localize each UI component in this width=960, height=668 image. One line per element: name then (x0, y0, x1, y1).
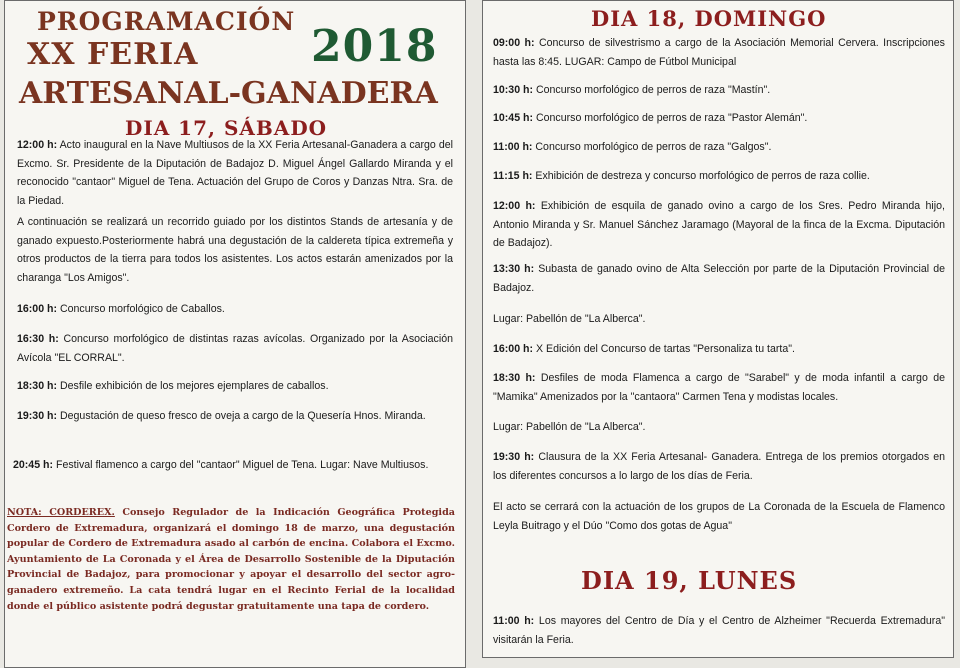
day18-item-6-time: 12:00 h: (493, 200, 536, 212)
day18-title: DIA 18, DOMINGO (591, 6, 827, 31)
day18-item-3-text: Concurso morfológico de perros de raza "Pastor Alemán". (536, 112, 808, 124)
day18-item-5-text: Exhibición de destreza y concurso morfológico de perros de raza collie. (535, 170, 870, 182)
day18-item-2 (493, 81, 945, 100)
day17-item-5-text: Desfile exhibición de los mejores ejemplares de caballos. (60, 380, 329, 392)
day17-item-3-text: Concurso morfológico de Caballos. (60, 303, 225, 315)
day18-item-2-text: Concurso morfológico de perros de raza "Mastín". (536, 84, 771, 96)
day18-item-12 (493, 448, 945, 485)
day18-item-12-time: 19:30 h: (493, 451, 535, 463)
day17-item-5-time: 18:30 h: (17, 380, 58, 392)
day17-item-7-text: Festival flamenco a cargo del "cantaor" Miguel de Tena. Lugar: Nave Multiusos. (56, 459, 429, 471)
program-right-panel (482, 0, 954, 658)
day17-title: DIA 17, SÁBADO (125, 116, 328, 140)
day18-item-6-text: Exhibición de esquila de ganado ovino a cargo de los Sres. Pedro Miranda hijo, Antonio Miranda y Sr. Manuel Sánchez Jaramago (Mayoral de la finca de la Excma. Diputación de Badajoz). (493, 200, 945, 249)
day17-item-7-time: 20:45 h: (13, 459, 54, 471)
day18-item-4-time: 11:00 h: (493, 141, 533, 153)
program-left-panel (4, 0, 466, 668)
day19-item-1-time: 11:00 h: (493, 615, 535, 627)
day17-item-5 (17, 377, 453, 396)
day18-item-9-time: 16:00 h: (493, 343, 534, 355)
day17-item-7 (13, 456, 453, 475)
day18-item-5 (493, 167, 945, 186)
day18-item-11-text: Lugar: Pabellón de "La Alberca". (493, 421, 646, 433)
day18-item-8-text: Lugar: Pabellón de "La Alberca". (493, 313, 646, 325)
corderex-note-label: NOTA: CORDEREX. (7, 507, 115, 518)
day18-item-7 (493, 260, 945, 297)
day17-item-4 (17, 330, 453, 367)
day18-item-3-time: 10:45 h: (493, 112, 534, 124)
day17-item-3 (17, 300, 453, 319)
header-year: 2018 (311, 21, 438, 72)
day17-item-1 (17, 136, 453, 210)
day18-item-13 (493, 498, 945, 535)
day17-item-1-time: 12:00 h: (17, 139, 58, 151)
day18-item-7-text: Subasta de ganado ovino de Alta Selección por parte de la Diputación Provincial de Badajoz. (493, 263, 945, 294)
header-artesanal-ganadera: ARTESANAL-GANADERA (19, 76, 438, 111)
day18-item-11 (493, 418, 945, 437)
day17-item-4-text: Concurso morfológico de distintas razas avícolas. Organizado por la Asociación Avícola "EL CORRAL". (17, 333, 453, 364)
day18-item-1 (493, 34, 945, 71)
day19-title: DIA 19, LUNES (581, 566, 798, 595)
day18-item-1-text: Concurso de silvestrismo a cargo de la Asociación Memorial Cervera. Inscripciones hasta las 8:45. LUGAR: Campo de Fútbol Municipal (493, 37, 945, 68)
day18-item-1-time: 09:00 h: (493, 37, 535, 49)
day17-item-3-time: 16:00 h: (17, 303, 58, 315)
day18-item-12-text: Clausura de la XX Feria Artesanal- Ganadera. Entrega de los premios otorgados en los diferentes concursos a lo largo de los días de Feria. (493, 451, 945, 482)
day18-item-3 (493, 109, 945, 128)
corderex-note (7, 505, 455, 614)
day18-item-13-text: El acto se cerrará con la actuación de los grupos de La Coronada de la Escuela de Flamenco Leyla Buitrago y el Dúo "Como dos gotas de Agua" (493, 501, 945, 532)
day19-item-1-text: Los mayores del Centro de Día y el Centro de Alzheimer "Recuerda Extremadura" visitarán la Feria. (493, 615, 945, 646)
day18-item-4-text: Concurso morfológico de perros de raza "Galgos". (535, 141, 772, 153)
day17-item-6-text: Degustación de queso fresco de oveja a cargo de la Quesería Hnos. Miranda. (60, 410, 426, 422)
day17-item-6-time: 19:30 h: (17, 410, 58, 422)
day18-item-6 (493, 197, 945, 253)
day18-item-9 (493, 340, 945, 359)
day18-item-2-time: 10:30 h: (493, 84, 534, 96)
day17-item-6 (17, 407, 453, 426)
day18-item-7-time: 13:30 h: (493, 263, 535, 275)
day18-item-4 (493, 138, 945, 157)
day17-item-4-time: 16:30 h: (17, 333, 59, 345)
day18-item-10 (493, 369, 945, 406)
day18-item-8 (493, 310, 945, 329)
day18-item-5-time: 11:15 h: (493, 170, 533, 182)
day17-item-1-text: Acto inaugural en la Nave Multiusos de la XX Feria Artesanal-Ganadera a cargo del Excmo. Sr. Presidente de la Diputación de Badajoz D. Miguel Ángel Gallardo Miranda y el reconocido "cantaor" Miguel de Tena. Actuación del Grupo de Coros y Danzas Ntra. Sra. de la Piedad. (17, 139, 453, 207)
header-programacion: PROGRAMACIÓN (37, 7, 296, 36)
day18-item-9-text: X Edición del Concurso de tartas "Personaliza tu tarta". (536, 343, 795, 355)
day17-item-2 (17, 213, 453, 287)
day18-item-10-time: 18:30 h: (493, 372, 536, 384)
header-feria: XX FERIA (27, 37, 199, 72)
day19-item-1 (493, 612, 945, 649)
corderex-note-text: Consejo Regulador de la Indicación Geográfica Protegida Cordero de Extremadura, organizará el domingo 18 de marzo, una degustación popular de Cordero de Extremadura asado al carbón de encina. Colabora el Excmo. Ayuntamiento de La Coronada y el Área de Desarrollo Sostenible de la Diputación Provincial de Badajoz, para promocionar y apoyar el desarrollo del sector agro-ganadero extremeño. La cata tendrá lugar en el Recinto Ferial de la localidad donde el público asistente podrá degustar gratuitamente una tapa de cordero. (7, 507, 455, 612)
day17-item-2-text: A continuación se realizará un recorrido guiado por los distintos Stands de artesanía y de ganado expuesto.Posteriormente habrá una degustación de la caldereta típica extremeña y otros productos de la tierra para todos los asistentes. Los actos estarán amenizados por la charanga "Los Amigos". (17, 216, 453, 284)
day18-item-10-text: Desfiles de moda Flamenca a cargo de "Sarabel" y de moda infantil a cargo de "Mamika" Amenizados por la "cantaora" Carmen Tena y modistas locales. (493, 372, 945, 403)
